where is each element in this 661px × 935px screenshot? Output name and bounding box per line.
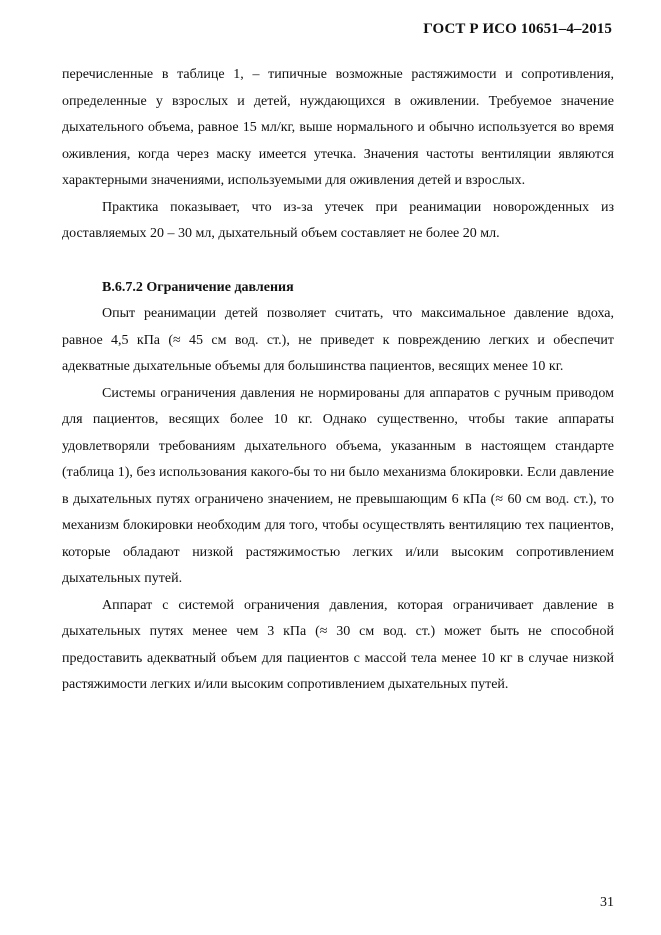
page-number: 31: [600, 895, 614, 910]
paragraph-experience: Опыт реанимации детей позволяет считать, что максимальное давление вдоха, равное 4,5 кПа (≈ 45 см вод. ст.), не приведет к повреждению легких и обеспечит адекватные дыхательные объемы для большинства пациентов, весящих менее 10 кг.: [62, 306, 614, 374]
paragraph-practice: Практика показывает, что из-за утечек при реанимации новорожденных из доставляемых 20 – 30 мл, дыхательный объем составляет не более 20 мл.: [62, 199, 614, 241]
section-spacer: [62, 248, 614, 275]
paragraph-pressure-systems: Системы ограничения давления не нормированы для аппаратов с ручным приводом для пациентов, весящих более 10 кг. Однако существенно, чтобы такие аппараты удовлетворяли требованиям дыхательного объема, указанным в настоящем стандарте (таблица 1), без использования какого-бы то ни было механизма блокировки. Если давление в дыхательных путях ограничено значением, не превышающим 6 кПа (≈ 60 см вод. ст.), то механизм блокировки необходим для того, чтобы осуществлять вентиляцию тех пациентов, которые обладают низкой растяжимостью легких и/или высоким сопротивлением дыхательных путей.: [62, 385, 614, 586]
paragraph-apparatus: Аппарат с системой ограничения давления, которая ограничивает давление в дыхательных путях менее чем 3 кПа (≈ 30 см вод. ст.) может быть не способной предоставить адекватный объем для пациентов с массой тела менее 10 кг в случае низкой растяжимости легких и/или высоким сопротивлением дыхательных путей.: [62, 597, 614, 692]
page-header-standard-code: ГОСТ Р ИСО 10651–4–2015: [423, 21, 612, 37]
document-body: [62, 62, 614, 699]
section-heading: В.6.7.2 Ограничение давления: [102, 279, 294, 295]
paragraph-continuation: перечисленные в таблице 1, – типичные возможные растяжимости и сопротивления, определенные у взрослых и детей, нуждающихся в оживлении. Требуемое значение дыхательного объема, равное 15 мл/кг, выше нормального и обычно используется во время оживления, когда через маску имеется утечка. Значения частоты вентиляции являются характерными значениями, используемыми для оживления детей и взрослых.: [62, 67, 614, 188]
